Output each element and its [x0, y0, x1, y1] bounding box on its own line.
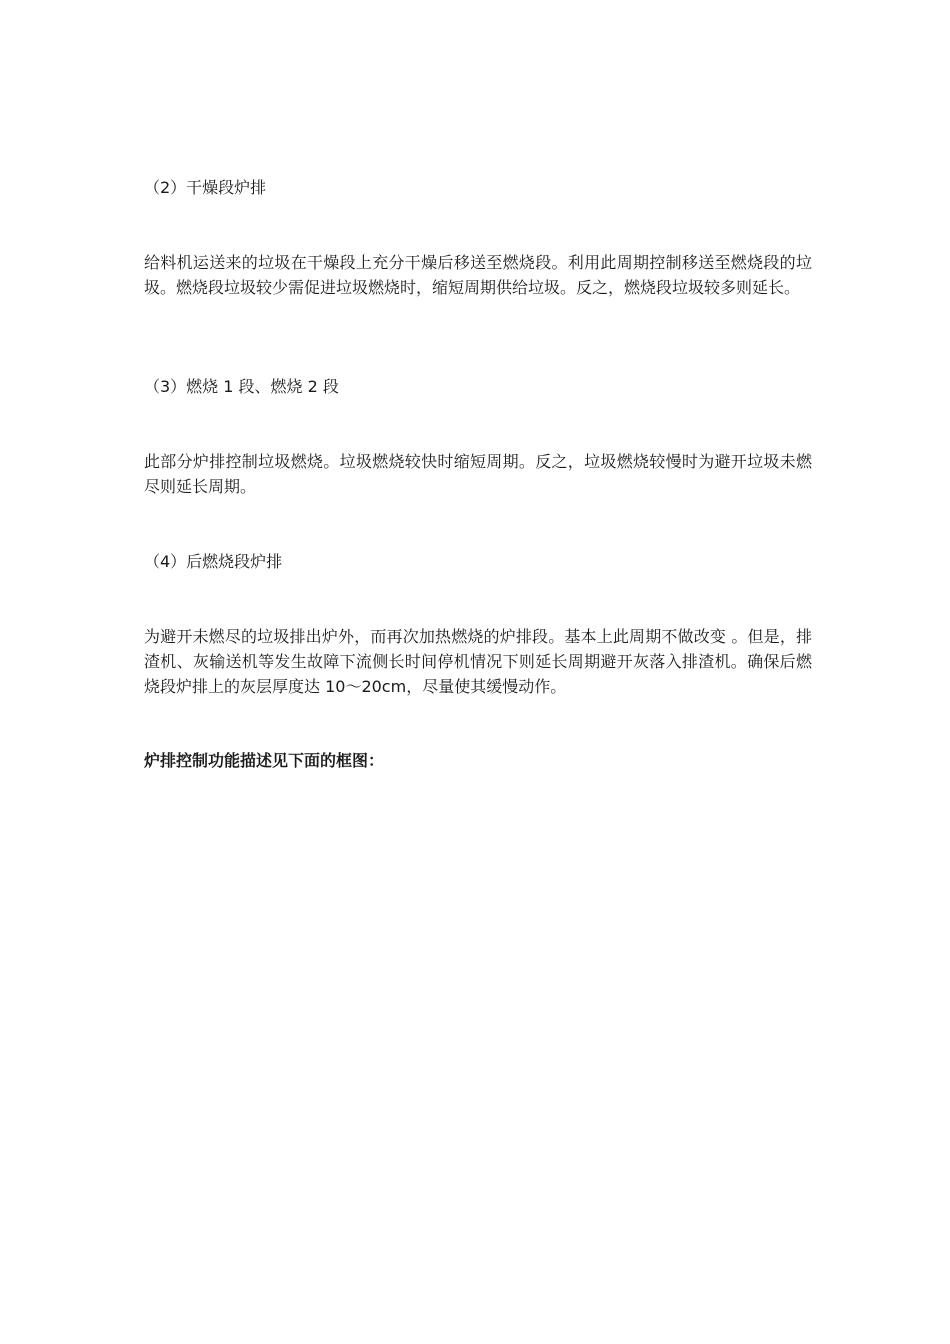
section-heading-drying-grate: （2）干燥段炉排	[144, 178, 267, 197]
section-heading-combustion-grate: （3）燃烧 1 段、燃烧 2 段	[144, 377, 339, 396]
section-body-drying-grate: 给料机运送来的垃圾在干燥段上充分干燥后移送至燃烧段。利用此周期控制移送至燃烧段的垃圾。燃烧段垃圾较少需促进垃圾燃烧时，缩短周期供给垃圾。反之，燃烧段垃圾较多则延长。	[144, 253, 812, 297]
section-heading-post-combustion-grate: （4）后燃烧段炉排	[144, 552, 283, 571]
diagram-intro-text: 炉排控制功能描述见下面的框图：	[144, 751, 385, 770]
section-body-combustion-grate: 此部分炉排控制垃圾燃烧。垃圾燃烧较快时缩短周期。反之，垃圾燃烧较慢时为避开垃圾未燃尽则延长周期。	[144, 452, 812, 496]
section-body-post-combustion-grate: 为避开未燃尽的垃圾排出炉外，而再次加热燃烧的炉排段。基本上此周期不做改变 。但是，排渣机、灰输送机等发生故障下流侧长时间停机情况下则延长周期避开灰落入排渣机。确保后燃烧段炉排上的灰层厚度达 10～20cm，尽量使其缓慢动作。	[144, 627, 812, 696]
